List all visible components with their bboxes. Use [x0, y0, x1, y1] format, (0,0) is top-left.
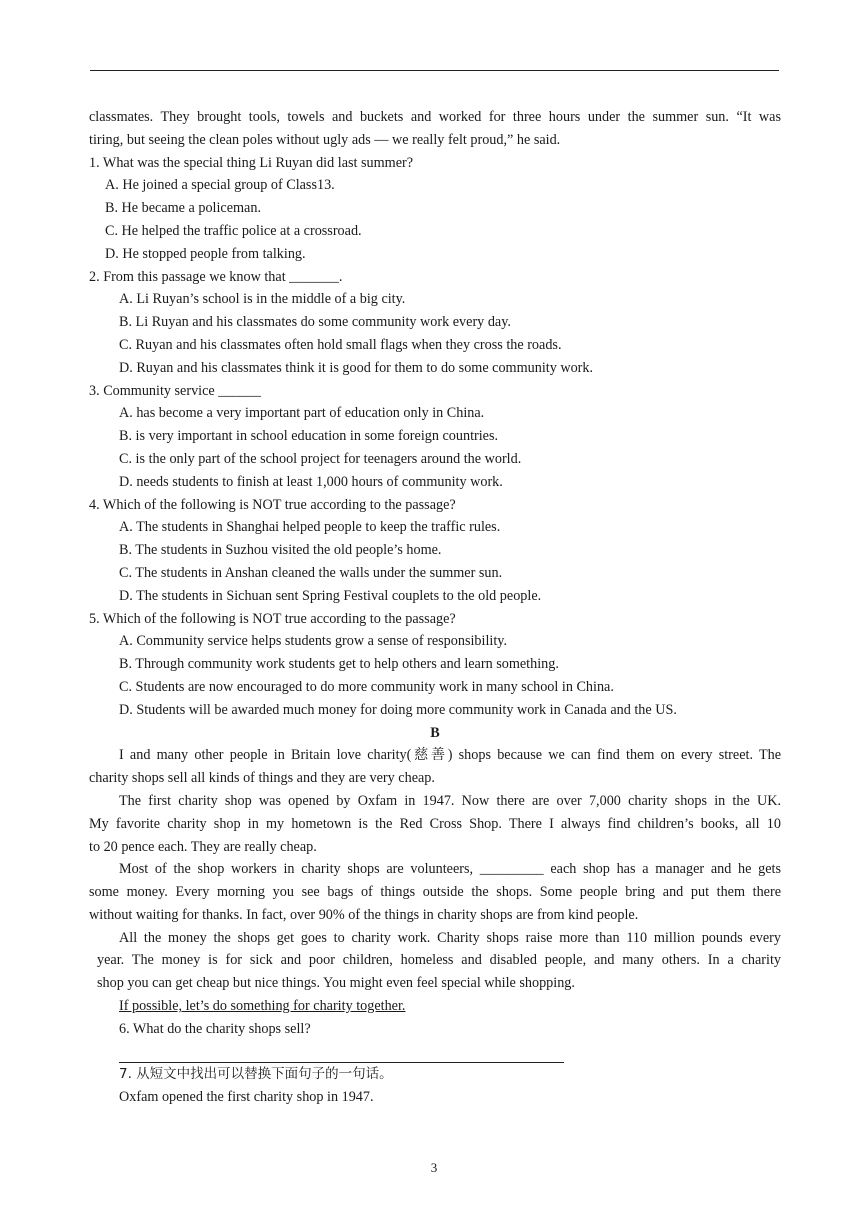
question-3-option-b: B. is very important in school education in some foreign countries.: [119, 428, 499, 445]
section-b-paragraph-line: without waiting for thanks. In fact, over 90% of the things in charity shops are from kind people.: [89, 906, 639, 923]
section-b-paragraph-line: The first charity shop was opened by Oxfam in 1947. Now there are over 7,000 charity shops in the UK.: [119, 792, 781, 809]
question-1-option-a: A. He joined a special group of Class13.: [105, 177, 335, 194]
question-5-stem: 5. Which of the following is NOT true according to the passage?: [89, 610, 456, 627]
question-5-option-d: D. Students will be awarded much money for doing more community work in Canada and the US.: [119, 701, 677, 718]
section-b-paragraph-line: Most of the shop workers in charity shops are volunteers, _________ each shop has a manager and he gets: [119, 861, 781, 878]
section-b-paragraph-line: to 20 pence each. They are really cheap.: [89, 838, 317, 855]
question-1-option-b: B. He became a policeman.: [105, 200, 261, 217]
question-6-stem: 6. What do the charity shops sell?: [119, 1020, 311, 1037]
question-4-option-c: C. The students in Anshan cleaned the walls under the summer sun.: [119, 564, 503, 581]
question-1-stem: 1. What was the special thing Li Ruyan did last summer?: [89, 154, 414, 171]
question-4-option-a: A. The students in Shanghai helped people to keep the traffic rules.: [119, 519, 501, 536]
question-5-option-c: C. Students are now encouraged to do more community work in many school in China.: [119, 678, 614, 695]
section-b-paragraph-line: shop you can get cheap but nice things. You might even feel special while shopping.: [97, 975, 575, 992]
question-6-answer-line: [119, 1041, 564, 1064]
question-2-option-c: C. Ruyan and his classmates often hold small flags when they cross the roads.: [119, 336, 562, 353]
section-b-paragraph-line: charity shops sell all kinds of things and they are very cheap.: [89, 770, 435, 787]
question-4-stem: 4. Which of the following is NOT true according to the passage?: [89, 496, 456, 513]
question-2-option-a: A. Li Ruyan’s school is in the middle of a big city.: [119, 291, 406, 308]
question-5-option-a: A. Community service helps students grow a sense of responsibility.: [119, 633, 508, 650]
question-1-option-c: C. He helped the traffic police at a crossroad.: [105, 222, 362, 239]
section-b-heading: B: [430, 724, 440, 741]
question-3-option-a: A. has become a very important part of education only in China.: [119, 405, 485, 422]
question-2-option-d: D. Ruyan and his classmates think it is good for them to do some community work.: [119, 359, 594, 376]
section-b-paragraph-line: some money. Every morning you see bags of things outside the shops. Some people bring and put them there: [89, 884, 781, 901]
question-5-option-b: B. Through community work students get to help others and learn something.: [119, 656, 559, 673]
header-rule: [90, 70, 779, 71]
section-b-paragraph-line: My favorite charity shop in my hometown is the Red Cross Shop. There I always find children’s books, all 10: [89, 815, 781, 832]
question-7-stem: 7. 从短文中找出可以替换下面句子的一句话。: [119, 1066, 393, 1083]
page-number: 3: [430, 1160, 438, 1175]
question-3-stem: 3. Community service ______: [89, 382, 261, 399]
question-3-option-c: C. is the only part of the school project for teenagers around the world.: [119, 450, 522, 467]
question-4-option-b: B. The students in Suzhou visited the old people’s home.: [119, 542, 442, 559]
question-2-stem: 2. From this passage we know that _______.: [89, 268, 343, 285]
section-b-paragraph-line: year. The money is for sick and poor children, homeless and disabled people, and many others. In a charity: [97, 952, 781, 969]
question-1-option-d: D. He stopped people from talking.: [105, 245, 306, 262]
underlined-sentence-text: If possible, let’s do something for charity together.: [119, 998, 406, 1015]
question-7-sentence: Oxfam opened the first charity shop in 1947.: [119, 1089, 374, 1106]
question-3-option-d: D. needs students to finish at least 1,000 hours of community work.: [119, 473, 503, 490]
section-b-paragraph-line: I and many other people in Britain love charity(慈善) shops because we can find them on every street. The: [119, 747, 781, 764]
question-4-option-d: D. The students in Sichuan sent Spring Festival couplets to the old people.: [119, 587, 542, 604]
question-2-option-b: B. Li Ruyan and his classmates do some community work every day.: [119, 314, 511, 331]
passage-a-line: tiring, but seeing the clean poles without ugly ads — we really felt proud,” he said.: [89, 131, 561, 148]
passage-a-line: classmates. They brought tools, towels and buckets and worked for three hours under the summer sun. “It was: [89, 109, 781, 125]
underlined-sentence: [89, 995, 781, 1018]
section-b-paragraph-line: All the money the shops get goes to charity work. Charity shops raise more than 110 million pounds every: [119, 929, 781, 946]
page-content: [89, 106, 781, 1109]
